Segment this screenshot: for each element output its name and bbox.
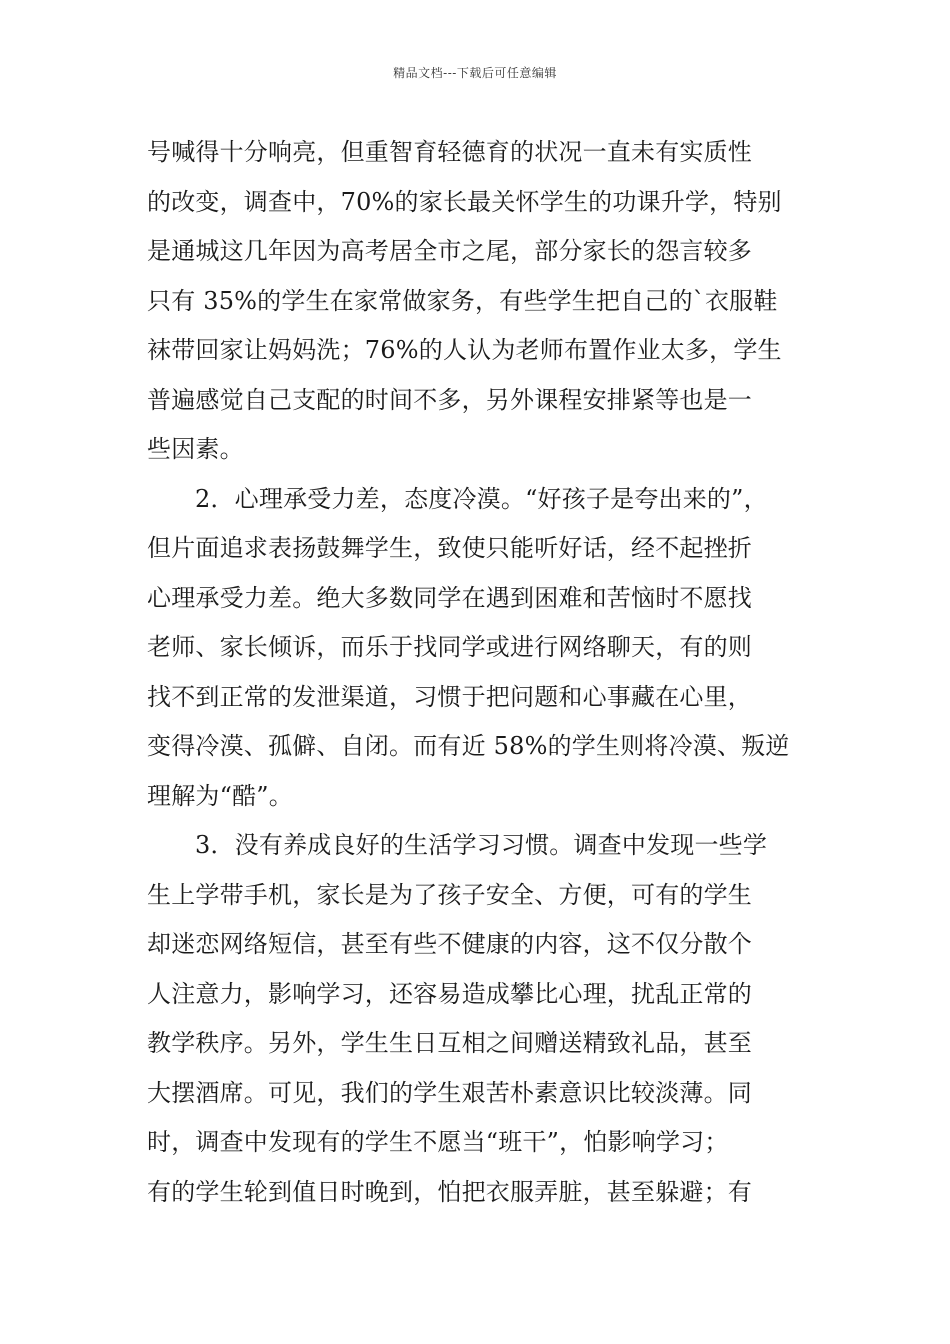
- text-line: 人注意力，影响学习，还容易造成攀比心理，扰乱正常的: [147, 979, 752, 1008]
- text-line: 的改变，调查中，70%的家长最关怀学生的功课升学，特别: [147, 187, 782, 216]
- text-line: 理解为“酷”。: [147, 781, 293, 810]
- text-line: 2．心理承受力差，态度冷漠。“好孩子是夸出来的”，: [195, 484, 768, 513]
- text-line: 心理承受力差。绝大多数同学在遇到困难和苦恼时不愿找: [147, 583, 752, 612]
- text-line: 袜带回家让妈妈洗；76%的人认为老师布置作业太多，学生: [147, 336, 782, 364]
- text-line: 时，调查中发现有的学生不愿当“班干”，怕影响学习；: [147, 1128, 729, 1156]
- text-line: 变得冷漠、孤僻、自闭。而有近 58%的学生则将冷漠、叛逆: [147, 732, 790, 760]
- text-line: 3．没有养成良好的生活学习习惯。调查中发现一些学: [195, 831, 768, 859]
- text-line: 老师、家长倾诉，而乐于找同学或进行网络聊天，有的则: [147, 633, 752, 661]
- text-line: 教学秩序。另外，学生生日互相之间赠送精致礼品，甚至: [147, 1029, 752, 1057]
- text-line: 生上学带手机，家长是为了孩子安全、方便，可有的学生: [147, 880, 752, 909]
- text-line: 但片面追求表扬鼓舞学生，致使只能听好话，经不起挫折: [147, 534, 752, 562]
- text-line: 大摆酒席。可见，我们的学生艰苦朴素意识比较淡薄。同: [147, 1078, 752, 1107]
- text-line: 找不到正常的发泄渠道，习惯于把问题和心事藏在心里，: [147, 682, 752, 711]
- text-line: 有的学生轮到值日时晚到，怕把衣服弄脏，甚至躲避；有: [147, 1177, 752, 1206]
- text-line: 只有 35%的学生在家常做家务，有些学生把自己的`衣服鞋: [147, 286, 778, 315]
- text-line: 号喊得十分响亮，但重智育轻德育的状况一直未有实质性: [147, 138, 752, 166]
- text-line: 普遍感觉自己支配的时间不多，另外课程安排紧等也是一: [147, 385, 752, 414]
- page-header: 精品文档---下载后可任意编辑: [393, 66, 557, 80]
- text-line: 却迷恋网络短信，甚至有些不健康的内容，这不仅分散个: [147, 930, 752, 958]
- text-line: 是通城这几年因为高考居全市之尾，部分家长的怨言较多: [147, 237, 752, 265]
- document-body: [147, 128, 817, 1217]
- text-line: 些因素。: [147, 435, 244, 463]
